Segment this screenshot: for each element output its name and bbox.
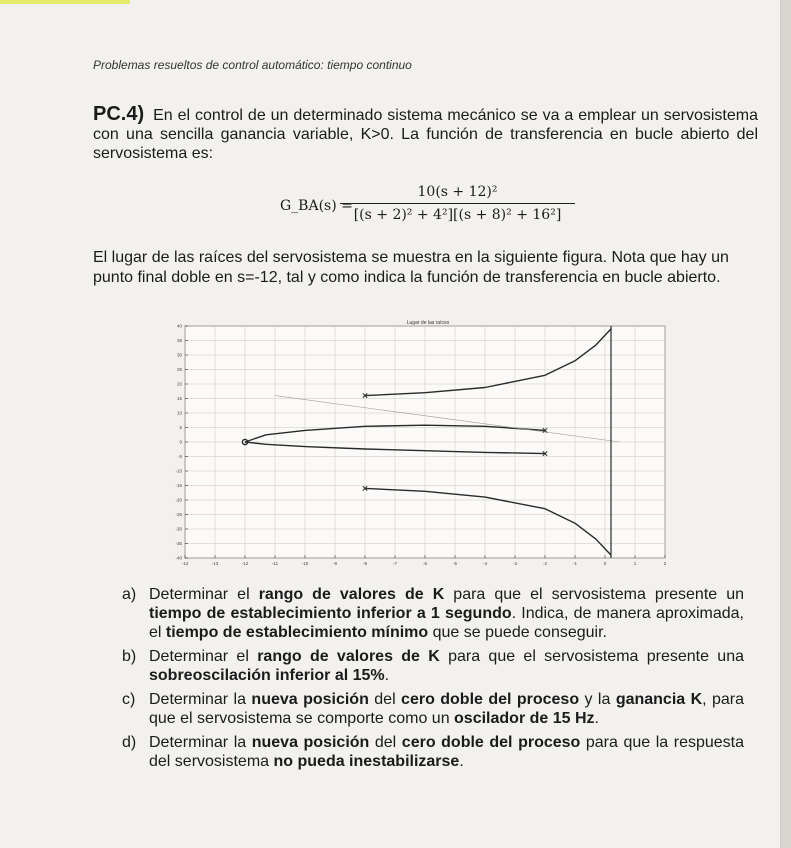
page-tab xyxy=(0,0,130,4)
question-emphasis: oscilador de 15 Hz xyxy=(454,710,595,727)
x-tick-label: -5 xyxy=(452,561,458,566)
x-tick-label: -3 xyxy=(512,561,518,566)
question-text: Determinar el xyxy=(149,586,259,603)
x-tick-label: -14 xyxy=(181,561,189,566)
question-letter: d) xyxy=(122,734,137,751)
question-text: Determinar la xyxy=(149,734,252,751)
question-letter: b) xyxy=(122,648,137,665)
formula-lhs: G_BA(s) = xyxy=(280,198,353,214)
question-text: . xyxy=(384,667,390,684)
question-emphasis: sobreoscilación inferior al 15% xyxy=(149,667,385,684)
y-tick-label: 10 xyxy=(176,410,182,416)
y-tick-label: 40 xyxy=(176,323,182,329)
x-tick-label: -9 xyxy=(332,561,338,566)
question-b xyxy=(122,647,744,685)
question-text: que se puede conseguir. xyxy=(428,624,607,641)
x-tick-label: -7 xyxy=(392,561,398,566)
x-tick-label: -1 xyxy=(572,561,578,566)
x-tick-label: -13 xyxy=(211,561,219,566)
question-text: del xyxy=(369,734,402,751)
problem-intro xyxy=(93,105,758,163)
x-tick-label: -6 xyxy=(422,561,428,566)
question-text: para que el servosistema presente un xyxy=(444,586,745,603)
question-text: . xyxy=(594,710,599,727)
question-text: y la xyxy=(579,691,616,708)
question-emphasis: tiempo de establecimiento inferior a 1 segundo xyxy=(149,605,512,622)
problem-label: PC.4) xyxy=(93,103,145,125)
question-emphasis: cero doble del proceso xyxy=(401,691,580,708)
y-tick-label: 0 xyxy=(179,439,182,445)
problem-intro-text: En el control de un determinado sistema mecánico se va a emplear un servosistema con una sencilla ganancia variable, K>0. La función de transferencia en bucle abierto del servosistema es: xyxy=(93,107,758,162)
x-tick-label: -12 xyxy=(241,561,249,566)
question-a xyxy=(122,585,744,642)
question-text: , para que el servosistema se comporte como un xyxy=(149,691,745,727)
question-letter: c) xyxy=(122,691,136,708)
question-text: . Indica, de manera aproximada, el xyxy=(149,605,744,641)
question-d xyxy=(122,733,744,771)
question-text: . xyxy=(459,753,464,770)
question-emphasis: nueva posición xyxy=(251,734,370,751)
y-tick-label: 35 xyxy=(176,338,182,343)
x-tick-label: -11 xyxy=(271,561,279,566)
question-c xyxy=(122,690,744,728)
y-tick-label: -5 xyxy=(177,454,182,459)
question-letter: a) xyxy=(122,586,137,603)
y-tick-label: 20 xyxy=(176,381,182,387)
formula-fraction xyxy=(340,184,575,223)
figure-intro: El lugar de las raíces del servosistema se muestra en la siguiente figura. Nota que hay un punto final doble en s=-12, tal y como indica la función de transferencia en bucle abierto. xyxy=(93,249,729,286)
y-tick-label: 30 xyxy=(176,352,182,358)
question-emphasis: tiempo de establecimiento mínimo xyxy=(165,624,429,641)
running-header: Problemas resueltos de control automático: tiempo continuo xyxy=(93,58,412,72)
x-tick-label: -2 xyxy=(542,561,548,566)
question-emphasis: rango de valores de K xyxy=(257,648,440,665)
question-emphasis: no pueda inestabilizarse xyxy=(273,753,460,770)
question-text: Determinar la xyxy=(149,691,252,708)
y-tick-label: -15 xyxy=(175,483,182,488)
question-emphasis: nueva posición xyxy=(251,691,369,708)
y-tick-label: 5 xyxy=(179,425,182,430)
question-list xyxy=(122,585,744,776)
question-emphasis: rango de valores de K xyxy=(258,586,445,603)
y-tick-label: 25 xyxy=(176,367,182,372)
x-tick-label: 2 xyxy=(663,561,667,566)
question-emphasis: ganancia K xyxy=(615,691,703,708)
y-tick-label: -30 xyxy=(175,526,182,532)
y-tick-label: -35 xyxy=(175,541,182,546)
formula-numerator: 10(s + 12)² xyxy=(340,184,575,204)
question-text: para que la respuesta del servosistema xyxy=(149,734,745,770)
question-text: para que el servosistema presente una xyxy=(439,648,744,665)
x-tick-label: 0 xyxy=(603,561,607,566)
y-tick-label: -10 xyxy=(175,468,182,474)
question-text: Determinar el xyxy=(149,648,258,665)
question-text: del xyxy=(368,691,402,708)
root-locus-figure xyxy=(165,318,675,570)
question-emphasis: cero doble del proceso xyxy=(401,734,581,751)
y-tick-label: -40 xyxy=(175,555,182,561)
chart-title: Lugar de las raíces xyxy=(406,320,450,326)
x-tick-label: -8 xyxy=(362,561,368,566)
formula-denominator: [(s + 2)² + 4²][(s + 8)² + 16²] xyxy=(353,207,562,223)
x-tick-label: 1 xyxy=(633,561,637,566)
y-tick-label: -25 xyxy=(175,512,182,517)
x-tick-label: -10 xyxy=(301,561,309,566)
root-locus-chart xyxy=(165,318,675,570)
y-tick-label: 15 xyxy=(176,396,182,401)
y-tick-label: -20 xyxy=(175,497,182,503)
x-tick-label: -4 xyxy=(482,561,488,566)
